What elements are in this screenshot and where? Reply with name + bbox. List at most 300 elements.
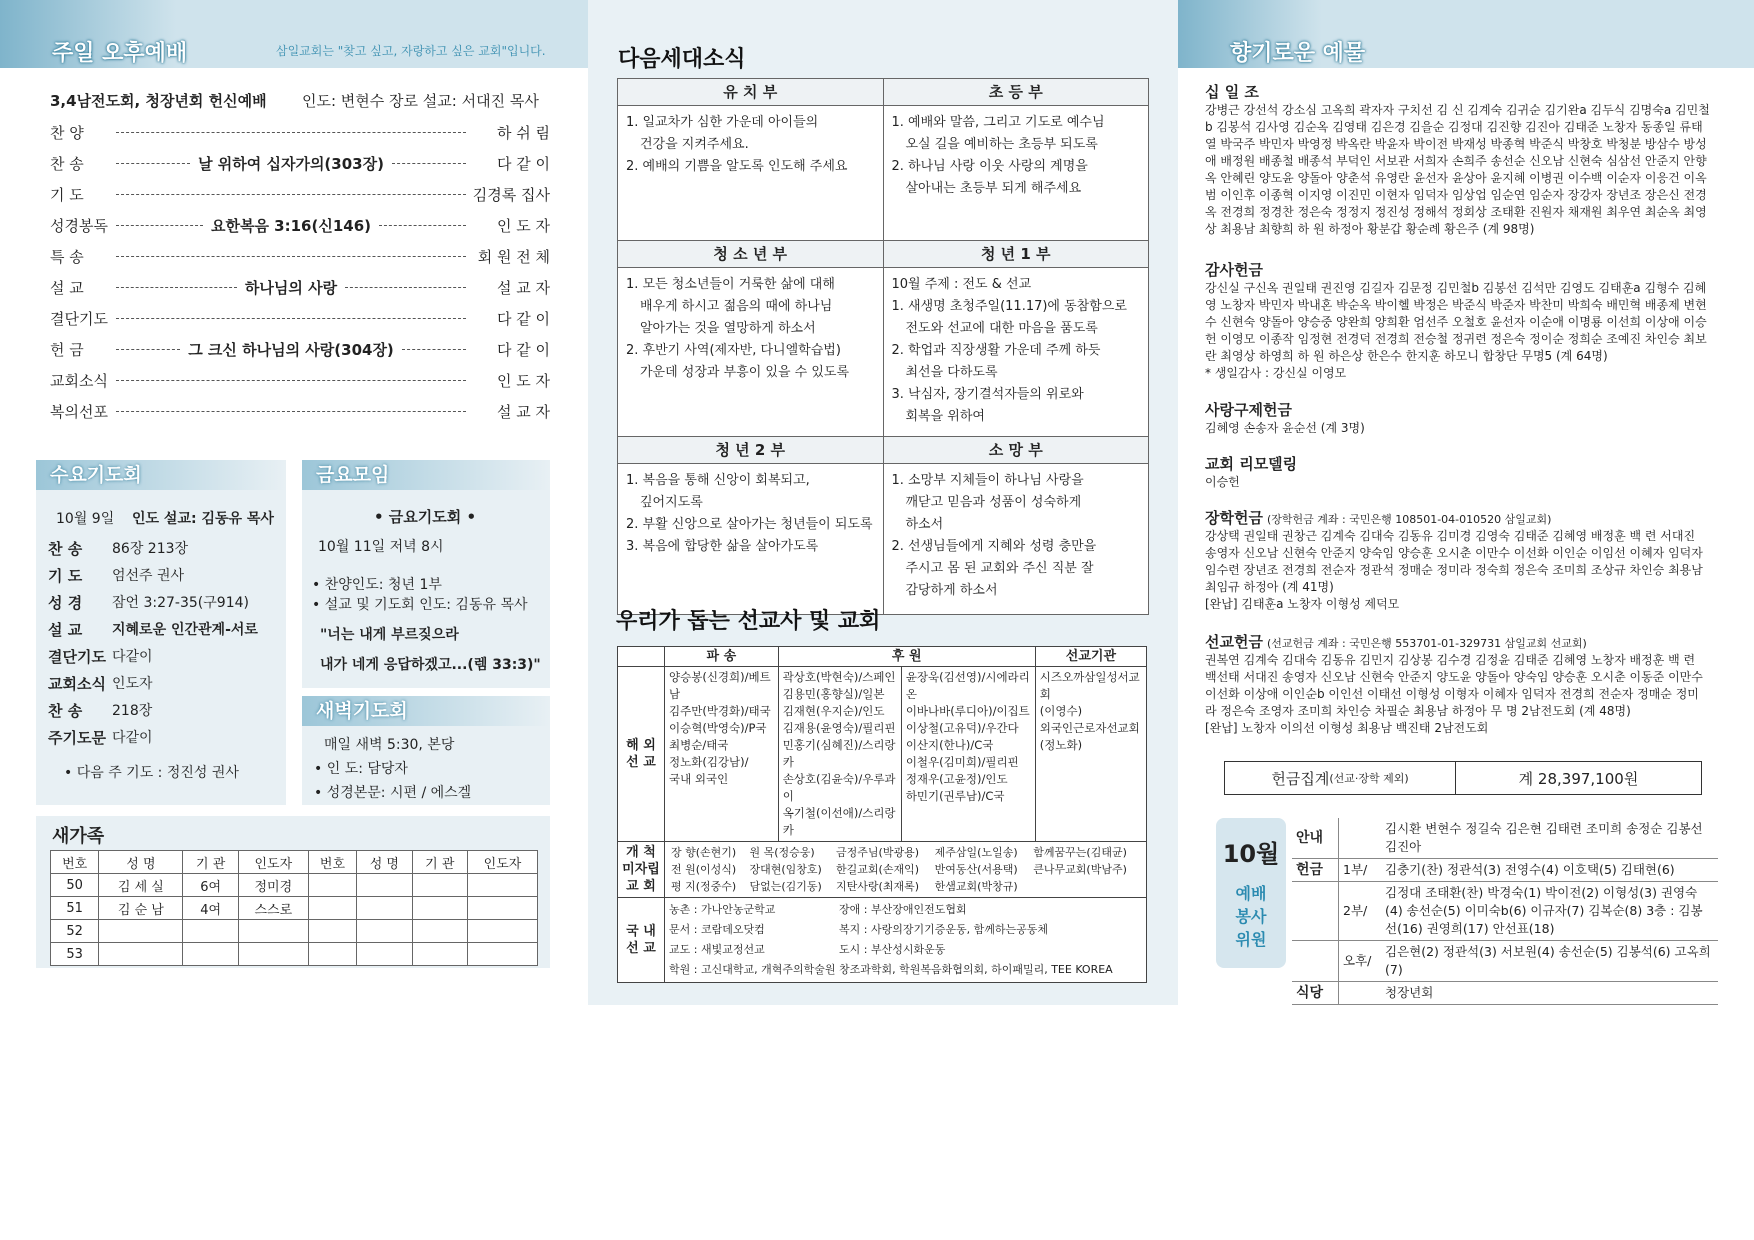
mission-pioneer-row	[618, 842, 1147, 898]
volunteer-sub: 2부/	[1339, 882, 1382, 941]
order-leader-dots	[116, 163, 190, 164]
dept-prayer-line: 하소서	[905, 517, 944, 532]
newfam-cell	[467, 874, 537, 897]
domestic-item: 도시 : 부산성시화운동	[839, 943, 946, 956]
volunteer-names: 김은현(2) 정관석(3) 서보원(4) 송선순(5) 김봉석(6) 고옥희(7)	[1381, 941, 1718, 982]
order-row	[50, 273, 550, 301]
newfam-cell	[357, 874, 412, 897]
order-leader-dots	[116, 256, 466, 257]
mission-list-line: 최병순/태국	[669, 738, 729, 752]
volunteer-category	[1292, 882, 1339, 941]
org-list	[1035, 667, 1146, 842]
order-leader-dots	[116, 225, 203, 226]
volunteer-sub: 오후/	[1339, 941, 1382, 982]
dept-prayer-line: 2. 하나님 사랑 이웃 사랑의 계명을	[891, 159, 1088, 174]
newfam-row	[51, 874, 538, 897]
wed-panel-title: 수요기도회	[36, 460, 286, 490]
dept-prayer-cell	[883, 268, 1149, 437]
dept-prayer-line: 감당하게 하소서	[905, 583, 998, 598]
dept-prayer-line: 배우게 하시고 젊음의 때에 하나님	[640, 299, 833, 314]
order-person: 인 도 자	[496, 371, 550, 390]
newfam-header-cell: 성 명	[99, 851, 183, 874]
newfam-cell	[308, 943, 356, 966]
order-row	[50, 118, 550, 146]
pioneer-church: 장 향(손현기)	[671, 846, 737, 859]
newfam-cell: 52	[51, 920, 99, 943]
mission-list-line: (정노화)	[1039, 738, 1083, 752]
order-leader-dots	[116, 349, 180, 350]
wed-row-label: 찬 송	[48, 540, 83, 558]
newfam-cell	[238, 920, 308, 943]
dept-prayer-cell	[618, 106, 884, 241]
offering-section-heading	[1205, 84, 1710, 102]
mission-table	[617, 646, 1147, 983]
mission-title: 우리가 돕는 선교사 및 교회	[616, 609, 881, 634]
order-person: 설 교 자	[497, 278, 551, 297]
order-row	[50, 180, 550, 208]
offering-section	[1205, 634, 1710, 737]
order-leader-dots	[116, 287, 237, 288]
wed-next-prayer: • 다음 주 기도 : 정진성 권사	[64, 765, 239, 781]
offering-section-title: 장학헌금	[1205, 509, 1263, 527]
pioneer-church: 큰나무교회(박남주)	[1033, 863, 1127, 876]
dept-prayer-line: 1. 복음을 통해 신앙이 회복되고,	[626, 473, 810, 488]
wed-row-value: 218장	[112, 703, 153, 719]
offering-total-box	[1224, 761, 1702, 795]
volunteer-row	[1292, 882, 1718, 941]
domestic-item: 농촌 : 가나안농군학교	[669, 903, 776, 916]
dawn-leader: • 인 도: 담당자	[314, 761, 408, 777]
fri-quote-2: 내가 네게 응답하겠고...(렘 33:3)"	[320, 657, 541, 673]
wed-row-value: 다같이	[112, 730, 153, 746]
mission-header-row	[618, 647, 1147, 667]
volunteer-names: 김정대 조태환(찬) 박경숙(1) 박이전(2) 이형성(3) 권영숙(4) 송선순(5) 이미숙b(6) 이규자(7) 김복순(8) 3층 : 김봉선(16) 권영희(17) 안선표(18)	[1381, 882, 1718, 941]
dept-prayer-cell	[883, 464, 1149, 615]
newfam-cell	[308, 897, 356, 920]
wed-row-label: 주기도문	[48, 729, 106, 747]
dept-name: 청 소 년 부	[618, 241, 884, 268]
dept-prayer-line: 깊어지도록	[640, 495, 703, 510]
order-label: 찬 양	[50, 123, 84, 142]
dept-prayer-line: 최선을 다하도록	[905, 365, 998, 380]
newfam-row	[51, 897, 538, 920]
dept-prayer-cell	[618, 464, 884, 615]
volunteer-sub	[1339, 982, 1382, 1005]
mission-list-line: 국내 외국인	[669, 772, 729, 786]
order-leader-dots	[392, 163, 466, 164]
offering-section	[1205, 262, 1710, 382]
dept-prayer-line: 전도와 선교에 대한 마음을 품도록	[905, 321, 1098, 336]
pioneer-church: 제주삼일(노일송)	[934, 846, 1018, 859]
pioneer-church: 함께꿈꾸는(김태균)	[1033, 846, 1127, 859]
offering-section	[1205, 456, 1710, 491]
newfam-cell	[183, 920, 238, 943]
dept-body-row	[618, 106, 1149, 241]
dawn-panel-title: 새벽기도회	[302, 696, 550, 726]
volunteer-label: 예배 봉사 위원	[1235, 884, 1267, 949]
mission-list-line: 김용민(홍향실)/일본	[782, 687, 885, 701]
volunteer-names: 김충기(찬) 정관석(3) 전영수(4) 이호택(5) 김태현(6)	[1381, 859, 1718, 882]
offering-section-names: 강상택 권일태 권창근 김계숙 김대숙 김동유 김미경 김영숙 김태준 김혜영 배정훈 백 련 서대진 송영자 신오남 신현숙 안준지 양숙임 양승훈 오시춘 이만수 이선화 이인순 이임선 이혜자 임덕자 임수련 장년조 전경희 전순자 정관석 정매순 정미라 정숙희 정은숙 조미희 조상규 차인승 최용남 최임규 하정아 (계 41명) [완납] 김태훈a 노창자 이형성 제덕모	[1205, 529, 1703, 611]
pioneer-cell	[665, 842, 1147, 898]
pioneer-church: 평 지(정중수)	[671, 880, 737, 893]
mission-list-line: 외국인근로자선교회	[1039, 721, 1140, 735]
newfam-header-cell: 번호	[308, 851, 356, 874]
dept-prayer-line: 오실 길을 예비하는 초등부 되도록	[905, 137, 1098, 152]
pioneer-church: 원 목(정승웅)	[749, 846, 815, 859]
newfam-cell	[412, 920, 467, 943]
mission-list-line: 김재현(우지순)/인도	[782, 704, 885, 718]
domestic-row	[669, 920, 1142, 940]
newfam-cell: 6여	[183, 874, 238, 897]
wed-row-value: 지혜로운 인간관계-서로	[112, 622, 258, 638]
order-row	[50, 335, 550, 363]
order-person: 회 원 전 체	[477, 247, 550, 266]
mission-list-line: 양승봉(신경희)/베트남	[669, 670, 771, 701]
dept-prayer-line: 가운데 성장과 부흥이 있을 수 있도록	[640, 365, 850, 380]
order-leader-dots	[116, 380, 466, 381]
offering-section-title: 선교헌금	[1205, 633, 1263, 651]
support-list-2	[901, 667, 1035, 842]
dept-prayer-line: 깨닫고 믿음과 성품이 성숙하게	[905, 495, 1082, 510]
wed-row-label: 기 도	[48, 567, 83, 585]
volunteer-category	[1292, 941, 1339, 982]
wed-row-value: 인도자	[112, 676, 153, 692]
order-label: 결단기도	[50, 309, 108, 328]
newfam-cell: 스스로	[238, 897, 308, 920]
dept-header-row	[618, 241, 1149, 268]
order-row	[50, 397, 550, 425]
order-person: 다 같 이	[497, 154, 551, 173]
dept-prayer-line: 2. 선생님들에게 지혜와 성령 충만을	[891, 539, 1097, 554]
newfam-header-cell: 번호	[51, 851, 99, 874]
mission-list-line: 손상호(김윤숙)/우루과이	[782, 772, 896, 803]
newfam-cell	[99, 943, 183, 966]
dept-prayer-line: 3. 낙심자, 장기결석자들의 위로와	[891, 387, 1084, 402]
newfam-cell	[412, 874, 467, 897]
offering-section-names: 김혜영 손송자 윤순선 (계 3명)	[1205, 421, 1365, 435]
support-list-1	[778, 667, 901, 842]
offering-section-title: 교회 리모델링	[1205, 455, 1298, 473]
wed-row-value: 엄선주 권사	[112, 568, 185, 584]
dept-prayer-line: 2. 학업과 직장생활 가운데 주께 하듯	[891, 343, 1101, 358]
dept-name: 초 등 부	[883, 79, 1149, 106]
newfam-cell	[308, 874, 356, 897]
order-leader-dots	[402, 349, 466, 350]
pioneer-church: 전 원(이성식)	[671, 863, 737, 876]
mission-list-line: 정노화(김강남)/	[669, 755, 749, 769]
dept-prayer-line: 2. 부활 신앙으로 살아가는 청년들이 되도록	[626, 517, 873, 532]
offering-section-names: 강신실 구신옥 권일태 권진영 김길자 김문정 김민철b 김봉선 김석만 김영도 김태훈a 김형수 김혜영 노창자 박민자 박내혼 박순옥 박이헬 박정은 박준식 박준자 박찬미 박희숙 배민혁 배종제 변현수 신현숙 양돌아 양승중 양완희 양희환 엄선주 오철호 윤선자 이순애 이명룡 이선희 이상애 이승헌 이영모 이종작 임정현 전경덕 전경희 전승철 정귀련 정은숙 정이순 정희순 조예진 차인승 최보란 최영상 하영희 하 원 하은상 한은수 한지훈 하모니 합창단 무명5 (계 64명) * 생일감사 : 강신실 이영모	[1205, 281, 1707, 380]
newfam-header-cell: 인도자	[238, 851, 308, 874]
dept-prayer-line: 1. 소망부 지체들이 하나님 사랑을	[891, 473, 1084, 488]
volunteer-category: 안내	[1292, 818, 1339, 859]
newfam-cell: 4여	[183, 897, 238, 920]
order-leader-dots	[345, 287, 466, 288]
newfam-cell: 51	[51, 897, 99, 920]
offering-total-label: 헌금집계	[1271, 769, 1330, 788]
pioneer-church: 금정주님(박광용)	[836, 846, 920, 859]
offering-section-heading	[1205, 262, 1710, 280]
newfam-cell: 53	[51, 943, 99, 966]
newfam-cell	[467, 897, 537, 920]
newfam-cell	[238, 943, 308, 966]
order-row	[50, 366, 550, 394]
order-leader-dots	[116, 132, 466, 133]
dept-name: 유 치 부	[618, 79, 884, 106]
order-person: 김경록 집사	[472, 185, 550, 204]
newfam-table	[50, 850, 538, 966]
offering-section	[1205, 510, 1710, 613]
newfam-cell	[467, 943, 537, 966]
newfam-header-cell: 인도자	[467, 851, 537, 874]
pioneer-church	[1031, 878, 1142, 895]
offering-section-heading	[1205, 402, 1710, 420]
domestic-item: 복지 : 사랑의장기기증운동, 함께하는공동체	[839, 923, 1048, 936]
next-gen-title: 다음세대소식	[618, 47, 746, 72]
offering-section	[1205, 84, 1710, 238]
order-item: 하나님의 사랑	[241, 277, 341, 298]
domestic-cell	[665, 898, 1147, 983]
dept-prayer-line: 회복을 위하여	[905, 409, 985, 424]
newfam-header-cell: 기 관	[183, 851, 238, 874]
mission-list-line: 곽상호(박현숙)/스페인	[782, 670, 896, 684]
wed-leader: 인도 설교: 김동유 목사	[132, 511, 274, 527]
mission-list-line: 민홍기(심혜진)/스리랑카	[782, 738, 896, 769]
mission-header-blank	[618, 647, 665, 667]
mission-header-sent: 파 송	[665, 647, 779, 667]
offering-section-names: 권복연 김계숙 김대숙 김동유 김민지 김상봉 김수경 김정윤 김태준 김혜영 노창자 배정훈 백 련 백선태 서대진 송영자 신오남 신현숙 안준지 양도윤 양돌아 양숙임 양승훈 오시춘 이동준 이만수 이선화 이상애 이인순b 이인선 이태선 이형성 이형자 이혜자 임덕자 전경희 전순자 정매순 정미라 정은숙 조영자 조미희 차인승 차필순 최용남 하정아 무 명 2남전도회 (계 48명) [완납] 노창자 이의선 이형성 최용남 백진태 2남전도회	[1205, 653, 1703, 735]
offering-total-label-cell	[1225, 762, 1456, 794]
newfam-cell: 50	[51, 874, 99, 897]
newfam-cell	[412, 943, 467, 966]
dept-grid	[617, 78, 1149, 615]
dept-prayer-line: 3. 복음에 합당한 삶을 살아가도록	[626, 539, 819, 554]
order-label: 헌 금	[50, 340, 84, 359]
mission-list-line: 윤장욱(김선영)/시에라리온	[905, 670, 1030, 701]
mission-list-line: 이산지(한나)/C국	[905, 738, 994, 752]
pioneer-church: 한샘교회(박창규)	[934, 880, 1018, 893]
dept-prayer-line: 10월 주제 : 전도 & 선교	[891, 277, 1032, 292]
offering-total-value: 계 28,397,100원	[1518, 769, 1639, 788]
mission-domestic-row	[618, 898, 1147, 983]
offering-section-title: 십 일 조	[1205, 83, 1259, 101]
dept-header-row	[618, 79, 1149, 106]
fri-item-1: • 찬양인도: 청년 1부	[312, 577, 442, 593]
volunteer-month: 10월	[1222, 840, 1280, 868]
wed-row-label: 교회소식	[48, 675, 106, 693]
domestic-row	[669, 900, 1142, 920]
order-leader-dots	[379, 225, 466, 226]
order-row	[50, 211, 550, 239]
offering-section-heading	[1205, 456, 1710, 474]
offering-section-title: 감사헌금	[1205, 261, 1263, 279]
offering-section-heading	[1205, 510, 1710, 528]
wed-row-value: 86장 213장	[112, 541, 189, 557]
dept-prayer-line: 알아가는 것을 열망하게 하소서	[640, 321, 816, 336]
newfam-cell	[99, 920, 183, 943]
dawn-text: • 성경본문: 시편 / 에스겔	[314, 785, 472, 801]
newfam-row	[51, 943, 538, 966]
domestic-row	[669, 960, 1142, 980]
offering-section-title: 사랑구제헌금	[1205, 401, 1292, 419]
mission-list-line: 김재용(윤영숙)/필리핀	[782, 721, 896, 735]
offering-section-note: (선교헌금 계좌 : 국민은행 553701-01-329731 삼일교회 선교회)	[1266, 637, 1587, 650]
wed-row-label: 설 교	[48, 621, 83, 639]
dept-prayer-cell	[883, 106, 1149, 241]
newfam-header-cell: 기 관	[412, 851, 467, 874]
order-label: 찬 송	[50, 154, 84, 173]
volunteer-row	[1292, 859, 1718, 882]
pioneer-row	[669, 878, 1142, 895]
order-label: 성경봉독	[50, 216, 108, 235]
wed-row-label: 성 경	[48, 594, 83, 612]
fri-date: 10월 11일 저녁 8시	[318, 539, 444, 555]
order-person: 설 교 자	[496, 402, 550, 421]
service-leaders: 인도: 변현수 장로 설교: 서대진 목사	[302, 92, 539, 110]
dept-header-row	[618, 437, 1149, 464]
dept-prayer-line: 건강을 지켜주세요.	[640, 137, 749, 152]
order-item: 요한복음 3:16(신146)	[207, 215, 375, 236]
volunteer-sub	[1339, 818, 1382, 859]
domestic-row	[669, 940, 1142, 960]
dept-name: 청 년 1 부	[883, 241, 1149, 268]
wed-date: 10월 9일	[56, 511, 115, 527]
dept-name: 청 년 2 부	[618, 437, 884, 464]
dept-prayer-line: 1. 새생명 초청주일(11.17)에 동참함으로	[891, 299, 1127, 314]
pioneer-church: 담없는(김기동)	[749, 880, 822, 893]
newfam-row	[51, 920, 538, 943]
service-title: 3,4남전도회, 청장년회 헌신예배	[50, 92, 267, 110]
order-label: 복의선포	[50, 402, 108, 421]
mission-list-line: 정재우(고윤정)/인도	[905, 772, 1008, 786]
domestic-item: 학원 : 고신대학교, 개혁주의학술원 창조과학회, 학원복음화협의회, 하이패밀리, TEE KOREA	[669, 963, 1113, 976]
dept-prayer-line: 2. 후반기 사역(제자반, 다니엘학습법)	[626, 343, 841, 358]
mission-header-org: 선교기관	[1035, 647, 1146, 667]
pioneer-church: 반여동산(서용택)	[934, 863, 1018, 876]
order-item: 그 크신 하나님의 사랑(304장)	[184, 339, 398, 360]
volunteer-category: 헌금	[1292, 859, 1339, 882]
pioneer-church: 한길교회(손재익)	[836, 863, 920, 876]
order-person: 다 같 이	[496, 309, 550, 328]
dept-prayer-line: 1. 예배와 말씀, 그리고 기도로 예수님	[891, 115, 1105, 130]
dept-prayer-line: 주시고 몸 된 교회와 주신 직분 잘	[905, 561, 1094, 576]
mission-list-line: 이상철(고유덕)/우간다	[905, 721, 1019, 735]
order-row	[50, 304, 550, 332]
pioneer-row	[669, 844, 1142, 861]
fri-quote-1: "너는 내게 부르짖으라	[320, 627, 459, 643]
pioneer-church: 지탄사랑(최재록)	[836, 880, 920, 893]
newfam-cell	[357, 897, 412, 920]
volunteer-names: 청장년회	[1381, 982, 1718, 1005]
mission-list-line: 이승혁(박영숙)/P국	[669, 721, 767, 735]
pioneer-church: 장대현(임창호)	[749, 863, 822, 876]
mission-list-line: 김주만(박경화)/태국	[669, 704, 771, 718]
mission-list-line: 옥기철(이선애)/스리랑카	[782, 806, 896, 837]
newfam-cell	[467, 920, 537, 943]
order-row	[50, 242, 550, 270]
order-label: 기 도	[50, 185, 84, 204]
offering-total-note: (선교·장학 제외)	[1329, 772, 1409, 785]
newfam-title: 새가족	[52, 826, 105, 847]
order-item: 날 위하여 십자가의(303장)	[194, 153, 388, 174]
order-person: 하 쉬 림	[496, 123, 550, 142]
order-label: 교회소식	[50, 371, 108, 390]
wed-row-label: 결단기도	[48, 648, 106, 666]
volunteer-table	[1292, 818, 1718, 1005]
order-leader-dots	[116, 194, 466, 195]
volunteer-row	[1292, 982, 1718, 1005]
volunteer-names: 김시환 변현수 정길숙 김은현 김태련 조미희 송정순 김봉선 김진아	[1381, 818, 1718, 859]
newfam-cell: 김 순 남	[99, 897, 183, 920]
dept-name: 소 망 부	[883, 437, 1149, 464]
order-label: 특 송	[50, 247, 84, 266]
pioneer-row	[669, 861, 1142, 878]
fri-subtitle: • 금요기도회 •	[374, 508, 477, 526]
dept-prayer-line: 살아내는 초등부 되게 해주세요	[905, 181, 1082, 196]
offering-section	[1205, 402, 1710, 437]
newfam-cell	[357, 943, 412, 966]
dept-prayer-line: 2. 예배의 기쁨을 알도록 인도해 주세요	[626, 159, 848, 174]
order-person: 다 같 이	[496, 340, 550, 359]
volunteer-row	[1292, 941, 1718, 982]
order-label: 설 교	[50, 278, 84, 297]
offering-section-names: 이승헌	[1205, 475, 1240, 489]
dept-body-row	[618, 464, 1149, 615]
wed-row-label: 찬 송	[48, 702, 83, 720]
newfam-cell	[412, 897, 467, 920]
dept-prayer-line: 1. 모든 청소년들이 거룩한 삶에 대해	[626, 277, 835, 292]
offering-section-note: (장학헌금 계좌 : 국민은행 108501-04-010520 삼일교회)	[1266, 513, 1552, 526]
left-header-subtitle: 삼일교회는 "찾고 싶고, 자랑하고 싶은 교회"입니다.	[276, 44, 546, 58]
offering-section-heading	[1205, 634, 1710, 652]
fri-panel-title: 금요모임	[302, 460, 550, 490]
mission-list-line: (이영수)	[1039, 704, 1083, 718]
dept-body-row	[618, 268, 1149, 437]
fri-item-2: • 설교 및 기도회 인도: 김동유 목사	[312, 597, 528, 613]
mission-list-line: 이바나바(루디아)/이집트	[905, 704, 1030, 718]
dept-prayer-line: 1. 일교차가 심한 가운데 아이들의	[626, 115, 819, 130]
sent-list	[665, 667, 779, 842]
newfam-cell	[183, 943, 238, 966]
domestic-item: 교도 : 새빛교정선교	[669, 943, 765, 956]
mission-overseas-row	[618, 667, 1147, 842]
newfam-header-cell: 성 명	[357, 851, 412, 874]
domestic-label: 국 내 선 교	[618, 898, 665, 983]
wed-row-value: 다같이	[112, 649, 153, 665]
domestic-item: 장애 : 부산장애인전도협회	[839, 903, 967, 916]
right-header-title: 향기로운 예물	[1230, 41, 1366, 66]
volunteer-category: 식당	[1292, 982, 1339, 1005]
mission-list-line: 시즈오까삼일성서교회	[1039, 670, 1140, 701]
pioneer-grid	[669, 844, 1142, 895]
pioneer-label: 개 척 미자립 교 회	[618, 842, 665, 898]
mission-list-line: 이철우(김미희)/필리핀	[905, 755, 1019, 769]
offering-section-names: 강병근 강선석 강소심 고옥희 곽자자 구치선 김 신 김계숙 김귀순 김기완a 김두식 김명숙a 김민철b 김봉석 김사영 김순옥 김영태 김은경 김을순 김정대 김진향 김진아 김태준 노창자 동종일 류태열 박국주 박민자 박영정 박옥란 박윤자 박이전 박재성 박종혁 박준식 박창호 박청분 방삼수 방성애 배정원 배종철 배종석 부덕인 서보관 서희자 손희주 송선순 신오남 신현숙 심삼선 안준지 안향옥 안혜린 양도윤 양돌아 양춘석 유영란 윤선자 윤상아 윤지혜 이병권 이수백 이순자 이응건 이옥범 이인후 이종혁 이지영 이진민 이현자 임덕자 임상업 임순연 임순자 장강자 장년조 장은신 전경옥 전경희 정경찬 정은숙 정정지 정진성 정해석 정회상 조태환 진원자 채재원 최우연 최순옥 최영상 최용남 최향희 하 원 하정아 황분갑 황순례 황은주 (계 98명)	[1205, 103, 1710, 236]
dept-prayer-cell	[618, 268, 884, 437]
dawn-time: 매일 새벽 5:30, 본당	[324, 737, 455, 753]
overseas-label: 해 외 선 교	[618, 667, 665, 842]
left-header-title: 주일 오후예배	[52, 41, 188, 66]
newfam-cell: 정미경	[238, 874, 308, 897]
volunteer-row	[1292, 818, 1718, 859]
newfam-cell	[308, 920, 356, 943]
order-leader-dots	[116, 411, 466, 412]
newfam-header-row	[51, 851, 538, 874]
order-person: 인 도 자	[497, 216, 551, 235]
order-row	[50, 149, 550, 177]
newfam-cell	[357, 920, 412, 943]
